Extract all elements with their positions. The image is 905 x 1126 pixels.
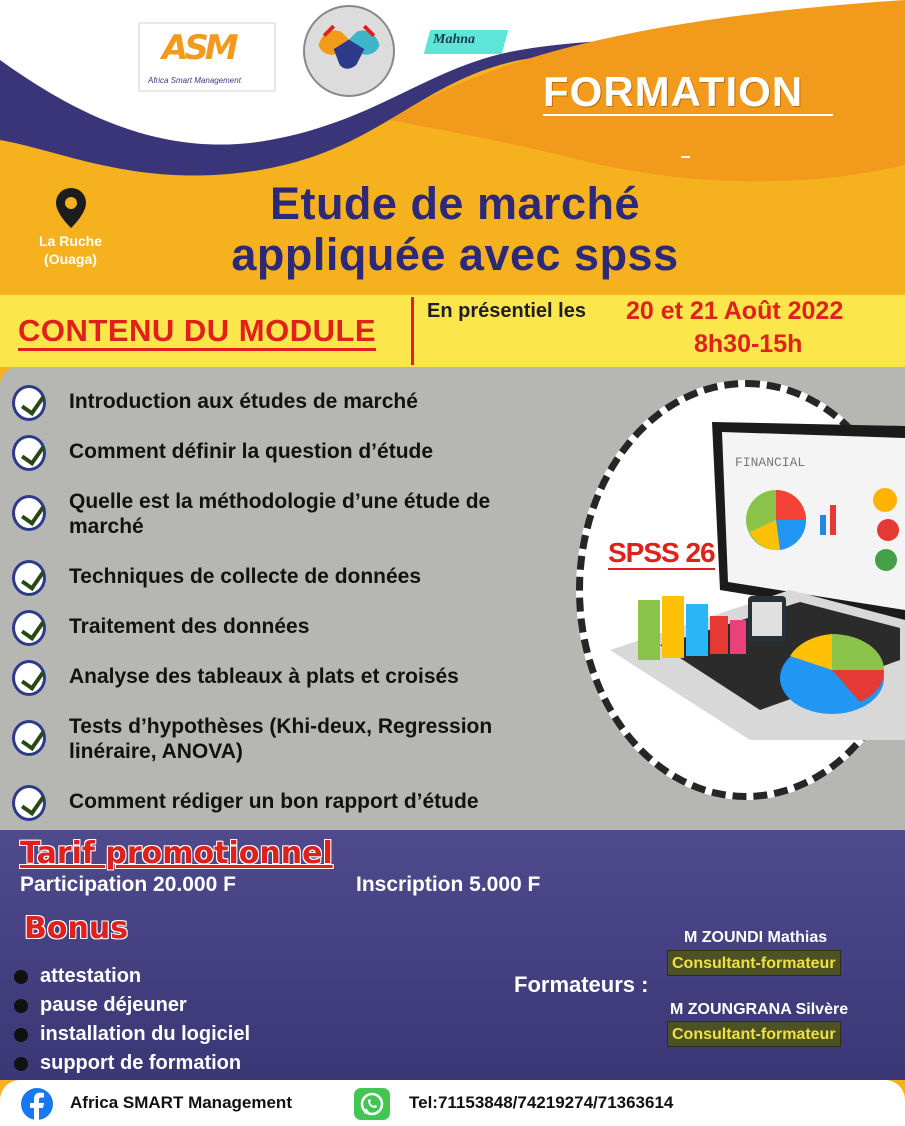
trainer-role: Consultant-formateur	[667, 950, 841, 976]
facebook-icon[interactable]	[20, 1087, 54, 1121]
tarif-heading: Tarif promotionnel	[20, 836, 333, 871]
course-title	[130, 178, 780, 280]
trainer-role: Consultant-formateur	[667, 1021, 841, 1047]
module-item-text: Tests d’hypothèses (Khi-deux, Regression linéraire, ANOVA)	[69, 715, 493, 763]
list-item	[14, 1020, 344, 1049]
list-item	[12, 789, 582, 821]
location-line1: La Ruche	[38, 233, 102, 249]
laptop-chart-illustration	[600, 420, 905, 760]
check-icon	[12, 560, 46, 596]
list-item	[12, 439, 582, 471]
check-icon	[12, 785, 46, 821]
check-icon	[12, 385, 46, 421]
whatsapp-icon[interactable]	[354, 1088, 390, 1120]
formation-heading: FORMATION	[543, 68, 833, 116]
bonus-list	[14, 962, 344, 1078]
mahna-logo	[427, 20, 507, 58]
module-item-text: Comment rédiger un bon rapport d’étude	[69, 790, 479, 813]
bonus-heading: Bonus	[24, 911, 129, 946]
session-hours: 8h30-15h	[694, 330, 803, 358]
session-dates: 20 et 21 Août 2022	[626, 297, 844, 325]
bonus-item-text: installation du logiciel	[40, 1023, 251, 1045]
list-item	[14, 991, 344, 1020]
module-item-text: Quelle est la méthodologie d’une étude de marché	[69, 490, 491, 538]
asm-logo	[138, 22, 276, 92]
mahna-logo-text: Mahna	[433, 32, 476, 47]
list-item	[12, 614, 582, 646]
module-content-heading: CONTENU DU MODULE	[18, 314, 376, 351]
location-pin-icon	[54, 186, 88, 230]
module-item-text: Comment définir la question d’étude	[69, 440, 434, 463]
list-item	[14, 1049, 344, 1078]
list-item	[12, 389, 582, 421]
formateurs-label: Formateurs :	[514, 972, 649, 997]
bonus-item-text: attestation	[40, 965, 142, 987]
bullet-icon	[14, 1028, 28, 1042]
check-icon	[12, 660, 46, 696]
screen-label: FINANCIAL	[735, 455, 806, 470]
module-item-text: Introduction aux études de marché	[69, 390, 418, 413]
asm-logo-caption: Africa Smart Management	[148, 76, 241, 85]
band-divider	[411, 297, 414, 365]
spss-badge: SPSS 26	[608, 537, 715, 568]
handshake-icon	[305, 7, 393, 95]
module-item-text: Techniques de collecte de données	[69, 565, 422, 588]
bullet-icon	[14, 970, 28, 984]
list-item	[14, 962, 344, 991]
list-item	[12, 664, 582, 696]
handshake-logo	[303, 5, 395, 97]
divider	[681, 156, 690, 158]
check-icon	[12, 610, 46, 646]
list-item	[12, 714, 582, 764]
inscription-price: Inscription 5.000 F	[356, 873, 541, 896]
location-line2: (Ouaga)	[44, 251, 97, 267]
bullet-icon	[14, 1057, 28, 1071]
trainer-name: M ZOUNGRANA Silvère	[670, 1001, 849, 1018]
list-item	[12, 564, 582, 596]
bonus-item-text: support de formation	[40, 1052, 242, 1074]
list-item	[12, 489, 582, 539]
location-text	[18, 232, 123, 268]
module-item-text: Analyse des tableaux à plats et croisés	[69, 665, 459, 688]
trainer-name: M ZOUNDI Mathias	[684, 929, 828, 946]
bullet-icon	[14, 999, 28, 1013]
phone-numbers[interactable]: Tel:71153848/74219274/71363614	[409, 1093, 674, 1112]
check-icon	[12, 720, 46, 756]
course-title-line2: appliquée avec spss	[231, 229, 679, 280]
presentiel-label: En présentiel les	[427, 300, 586, 322]
check-icon	[12, 495, 46, 531]
bonus-item-text: pause déjeuner	[40, 994, 187, 1016]
participation-price: Participation 20.000 F	[20, 873, 236, 896]
facebook-page-name[interactable]: Africa SMART Management	[70, 1093, 292, 1112]
module-item-text: Traitement des données	[69, 615, 310, 638]
check-icon	[12, 435, 46, 471]
asm-logo-mark: ASM	[162, 28, 235, 68]
course-title-line1: Etude de marché	[269, 178, 641, 229]
module-list	[12, 367, 582, 830]
